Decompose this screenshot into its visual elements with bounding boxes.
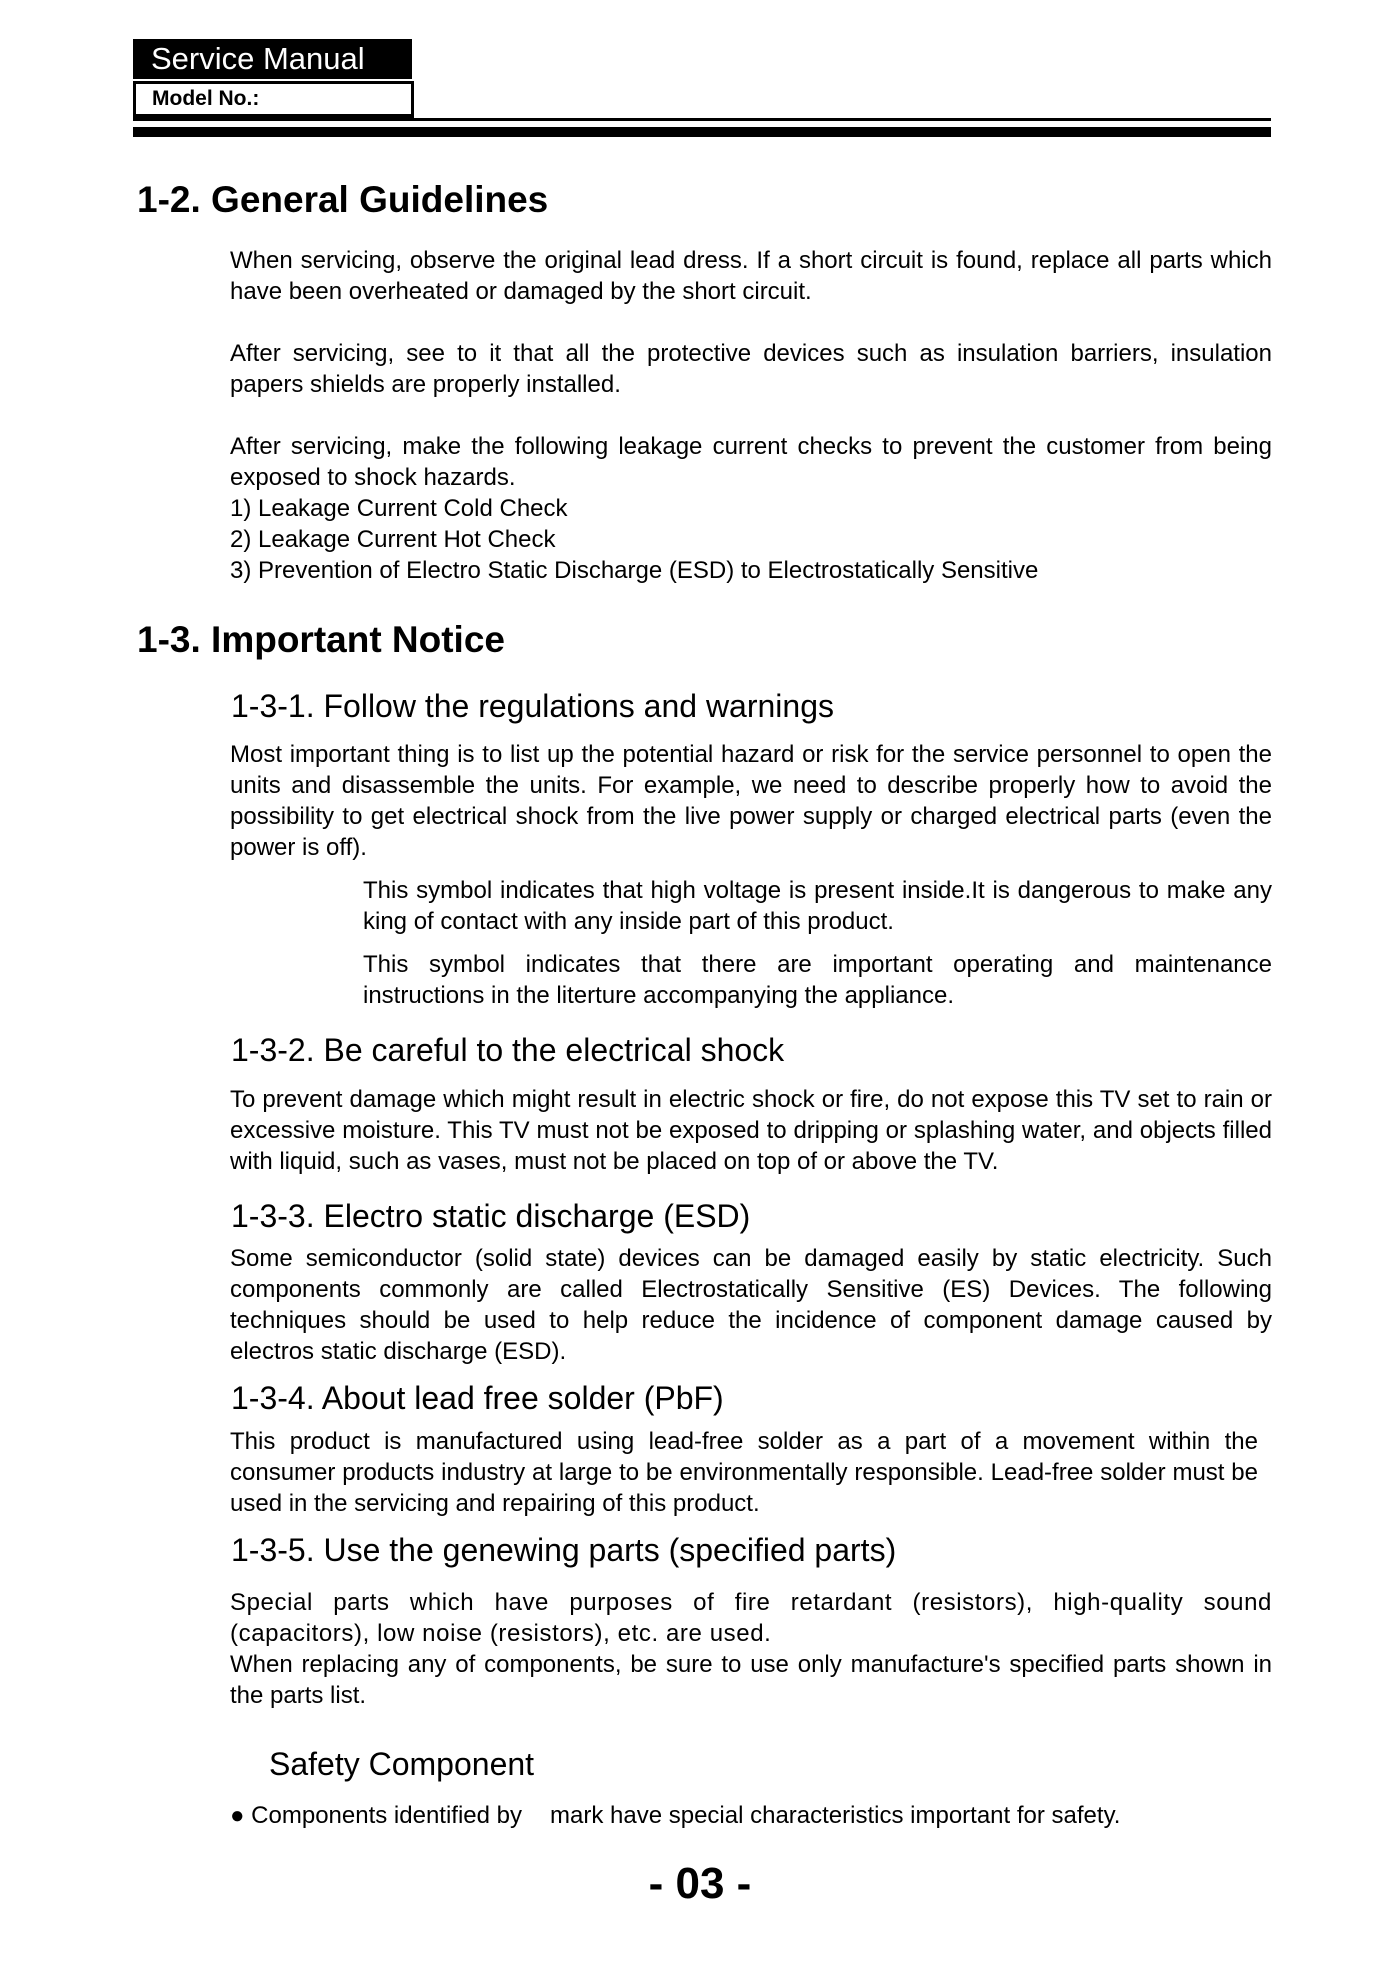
guidelines-paragraph-3: After servicing, make the following leakage current checks to prevent the customer from being exposed to shock hazards. xyxy=(230,433,1272,491)
list-item: 2) Leakage Current Hot Check xyxy=(230,526,556,553)
guidelines-paragraph-1: When servicing, observe the original lead dress. If a short circuit is found, replace all parts which have been overheated or damaged by the short circuit. xyxy=(230,247,1272,305)
section-heading-important-notice: 1-3. Important Notice xyxy=(137,619,505,660)
subsection-heading-regulations: 1-3-1. Follow the regulations and warnings xyxy=(231,688,834,724)
list-item: 3) Prevention of Electro Static Discharge (ESD) to Electrostatically Sensitive xyxy=(230,557,1039,584)
safety-note-text-before: Components identified by xyxy=(251,1802,523,1829)
safety-component-note xyxy=(230,1800,1120,1832)
list-item: 1) Leakage Current Cold Check xyxy=(230,495,568,522)
genuine-parts-paragraph-1: Special parts which have purposes of fire retardant (resistors), high-quality sound (capacitors), low noise (resistors), etc. are used. xyxy=(230,1589,1272,1647)
lead-free-solder-paragraph: This product is manufactured using lead-free solder as a part of a movement within the consumer products industry at large to be environmentally responsible. Lead-free solder must be used in the servicing and repairing of this product. xyxy=(230,1428,1258,1517)
subsection-heading-genuine-parts: 1-3-5. Use the genewing parts (specified parts) xyxy=(231,1532,897,1568)
electrical-shock-paragraph: To prevent damage which might result in electric shock or fire, do not expose this TV set to rain or excessive moisture. This TV must not be exposed to dripping or splashing water, and objects filled with liquid, such as vases, must not be placed on top of or above the TV. xyxy=(230,1086,1272,1175)
instructions-symbol-note: This symbol indicates that there are important operating and maintenance instructions in the literture accompanying the appliance. xyxy=(363,951,1272,1009)
safety-note-text-after: mark have special characteristics important for safety. xyxy=(550,1802,1121,1829)
leakage-check-list xyxy=(230,493,1272,586)
high-voltage-symbol-note: This symbol indicates that high voltage is present inside.It is dangerous to make any king of contact with any inside part of this product. xyxy=(363,877,1272,935)
subsection-heading-electrical-shock: 1-3-2. Be careful to the electrical shock xyxy=(231,1032,785,1068)
header-rule-thick xyxy=(133,127,1271,137)
section-heading-general-guidelines: 1-2. General Guidelines xyxy=(137,179,549,220)
header-title: Service Manual xyxy=(133,39,412,79)
subsection-heading-lead-free-solder: 1-3-4. About lead free solder (PbF) xyxy=(231,1380,724,1416)
subsection-heading-esd: 1-3-3. Electro static discharge (ESD) xyxy=(231,1198,751,1234)
page-number: - 03 - xyxy=(648,1859,752,1908)
regulations-paragraph: Most important thing is to list up the potential hazard or risk for the service personnel to open the units and disassemble the units. For example, we need to describe properly how to avoid the possibility to get electrical shock from the live power supply or charged electrical parts (even the power is off). xyxy=(230,741,1272,861)
header-rule-thin xyxy=(133,118,1271,121)
guidelines-paragraph-2: After servicing, see to it that all the protective devices such as insulation barriers, insulation papers shields are properly installed. xyxy=(230,340,1272,398)
bullet-icon: ● xyxy=(230,1802,245,1829)
safety-component-title: Safety Component xyxy=(269,1746,535,1782)
model-number-label: Model No.: xyxy=(133,81,414,118)
genuine-parts-paragraph-2: When replacing any of components, be sure to use only manufacture's specified parts shown in the parts list. xyxy=(230,1651,1272,1709)
esd-paragraph: Some semiconductor (solid state) devices can be damaged easily by static electricity. Such components commonly are called Electrostatically Sensitive (ES) Devices. The following techniques should be used to help reduce the incidence of component damage caused by electros static discharge (ESD). xyxy=(230,1245,1272,1365)
